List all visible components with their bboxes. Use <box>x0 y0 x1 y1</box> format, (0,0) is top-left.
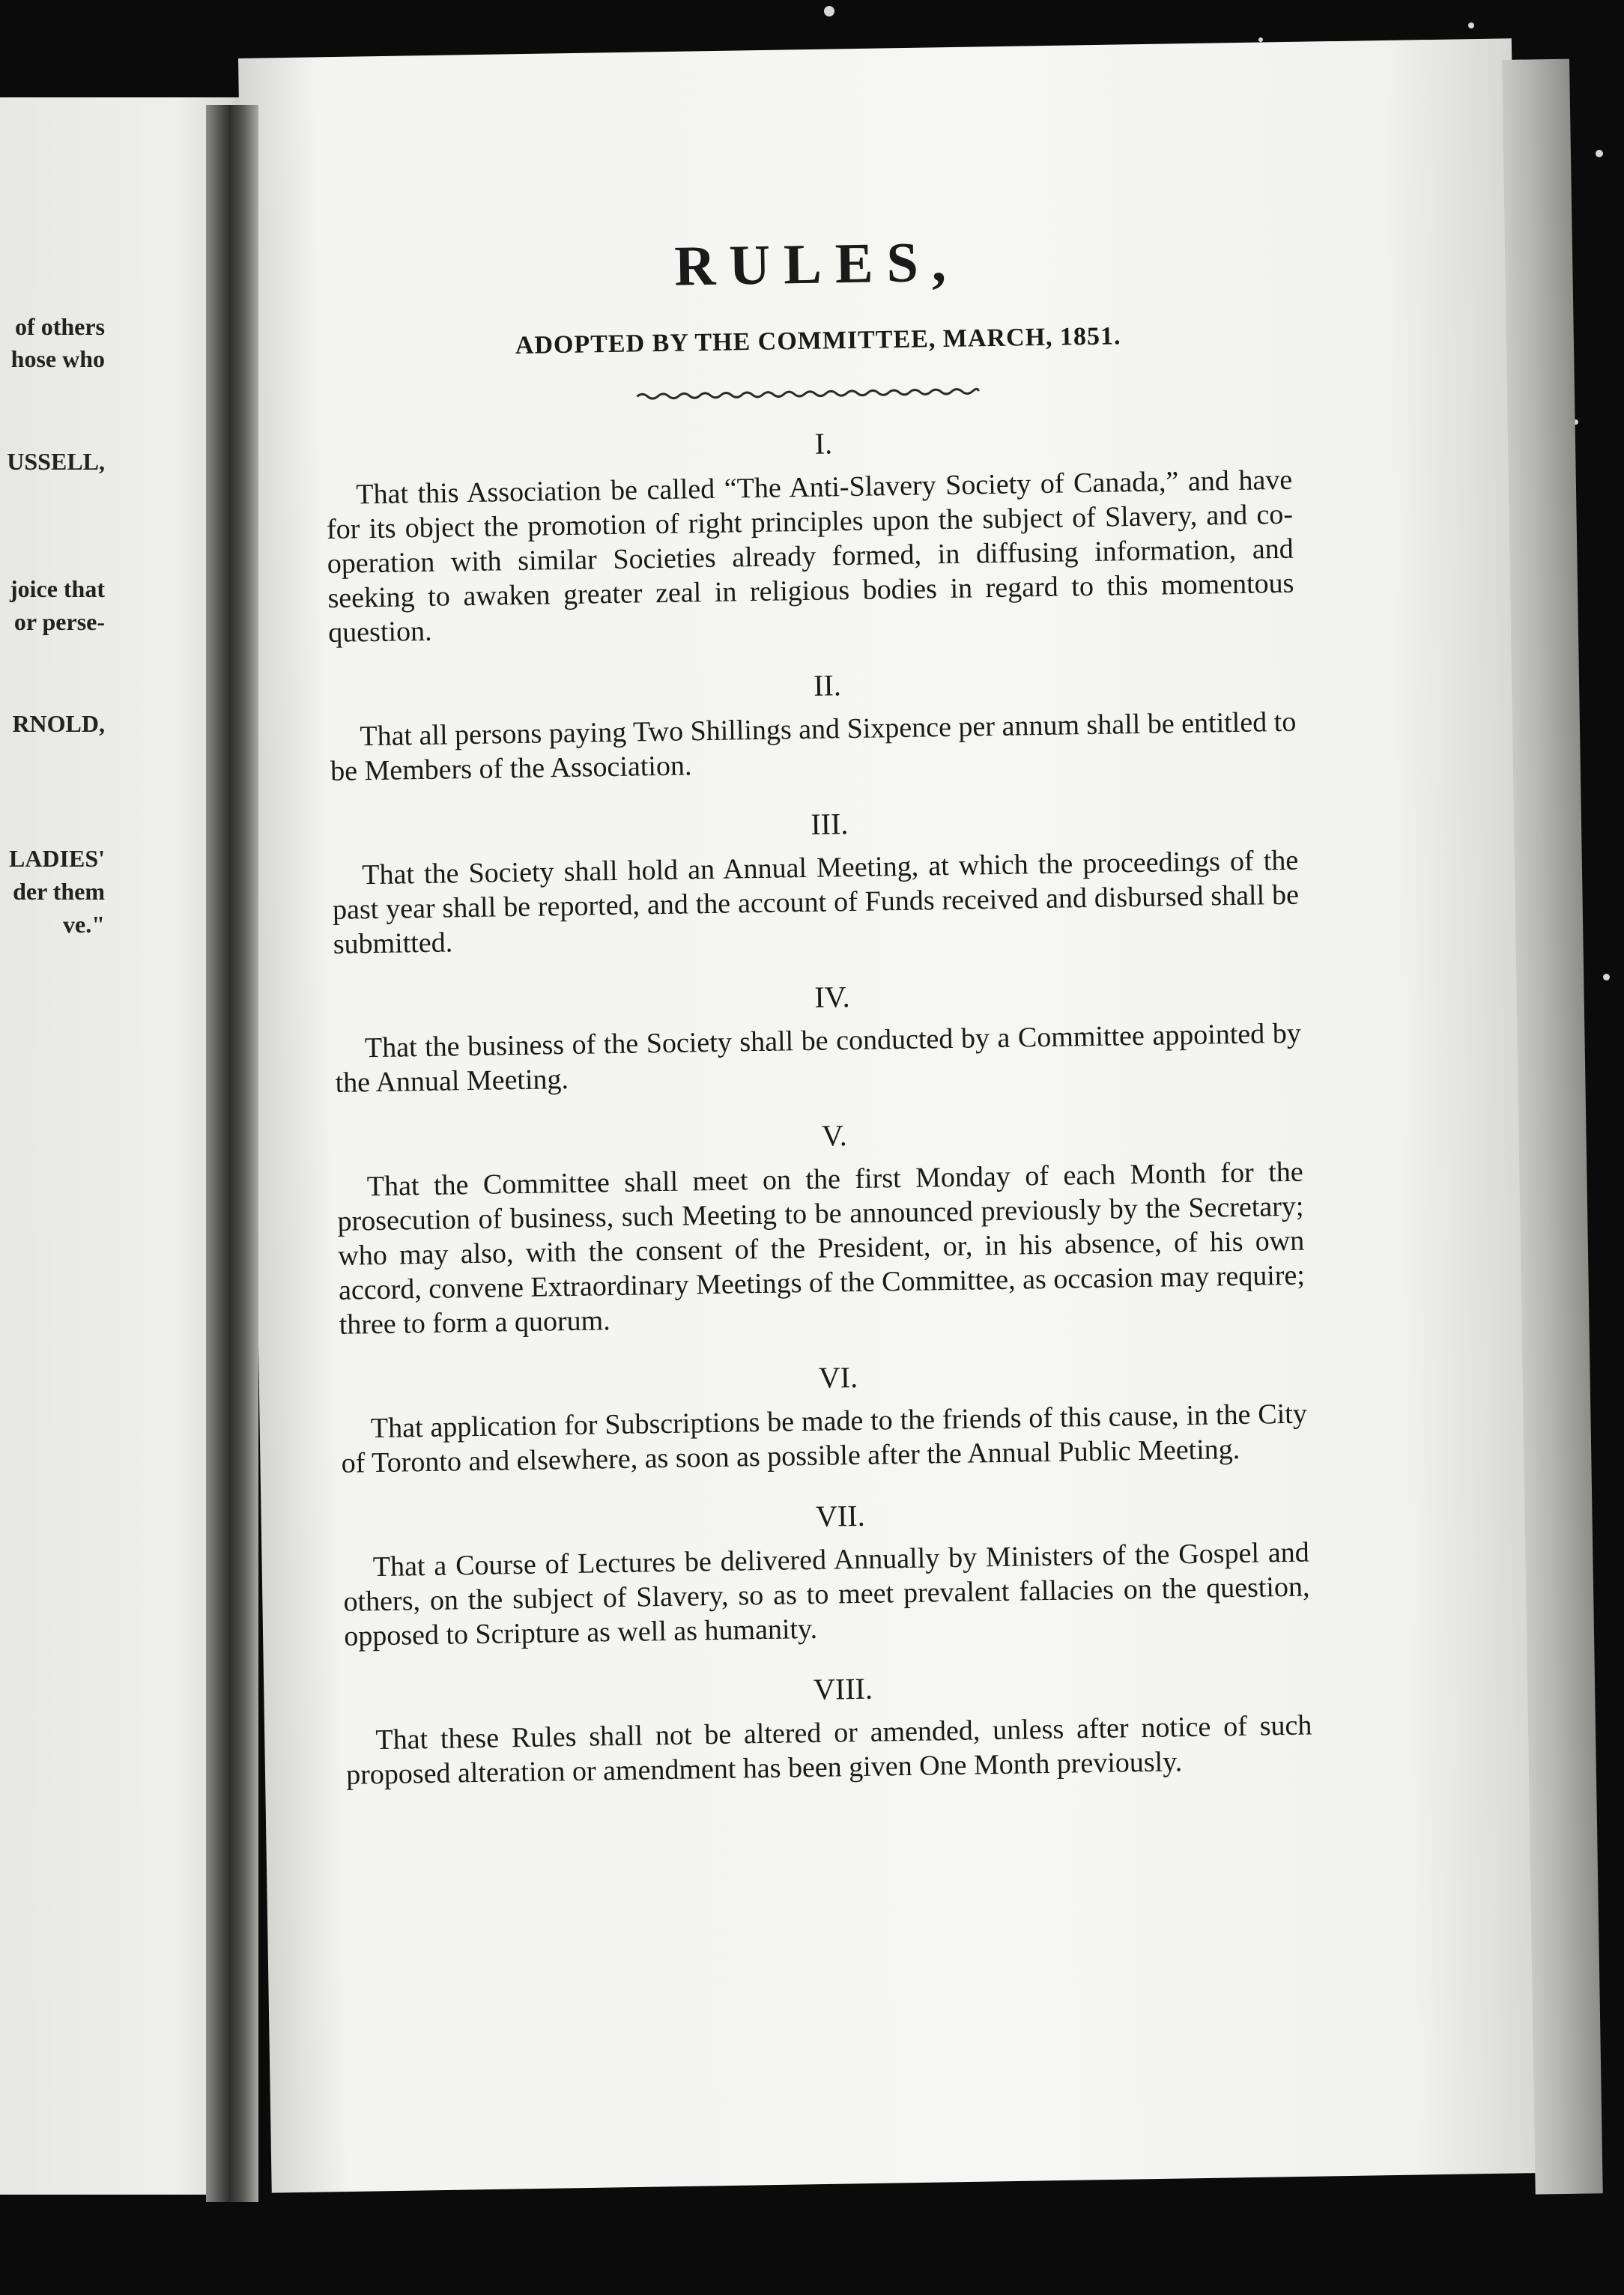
rule-number: IV. <box>814 980 850 1014</box>
rules-document <box>322 225 1312 1792</box>
rule-section <box>336 1111 1306 1342</box>
rule-text: That these Rules shall not be altered or amended, unless after notice of such proposed alteration or amendment has been given One Month previously. <box>345 1709 1312 1791</box>
left-page-line: USSELL, <box>7 448 105 475</box>
rule-text: That this Association be called “The Anti-Slavery Society of Canada,” and have for its object the promotion of right principles upon the subject of Slavery, and co-operation with similar Societies already formed, in diffusing information, and seeking to awaken greater zeal in religious bodies in regard to this momentous question. <box>326 464 1294 649</box>
rule-number: VIII. <box>813 1671 873 1706</box>
rule-number: III. <box>810 807 849 841</box>
rule-number: V. <box>821 1118 848 1153</box>
rule-number: I. <box>814 426 833 461</box>
page-subtitle: ADOPTED BY THE COMMITTEE, MARCH, 1851. <box>515 322 1121 360</box>
rule-text: That the Committee shall meet on the first Monday of each Month for the prosecution of business, such Meeting to be announced previously by the Secretary; who may also, with the consent of the President, or, in his absence, of his own accord, convene Extraordinary Meetings of the Committee, as occasion may require; three to form a quorum. <box>337 1156 1306 1341</box>
dust-speck <box>1468 22 1474 28</box>
rule-section <box>340 1353 1308 1481</box>
page-title: RULES, <box>673 230 960 298</box>
rule-section <box>345 1664 1312 1792</box>
left-page-line: joice that <box>9 575 105 602</box>
rule-section <box>329 661 1297 789</box>
rule-number: VI. <box>818 1359 858 1395</box>
rule-number: VII. <box>815 1498 865 1533</box>
rule-section <box>331 799 1300 962</box>
rule-section <box>334 972 1302 1100</box>
left-page-line: RNOLD, <box>12 710 105 737</box>
left-page-line: ve." <box>63 911 105 938</box>
rule-text: That the business of the Society shall be conducted by a Committee appointed by the Annual Meeting. <box>335 1017 1302 1099</box>
rule-text: That the Society shall hold an Annual Meeting, at which the proceedings of the past year shall be reported, and the account of Funds received and disbursed shall be submitted. <box>332 844 1300 960</box>
left-page-line: LADIES' <box>8 845 105 872</box>
book-gutter <box>206 105 258 2202</box>
dust-speck <box>824 6 834 16</box>
left-page-line: or perse- <box>13 608 105 635</box>
dust-speck <box>1258 37 1263 42</box>
rule-number: II. <box>813 668 842 703</box>
rule-text: That all persons paying Two Shillings and Sixpence per annum shall be entitled to be Members of the Association. <box>330 706 1297 787</box>
rule-section <box>342 1491 1311 1654</box>
rule-text: That application for Subscriptions be made to the friends of this cause, in the City of Toronto and elsewhere, as soon as possible after the Annual Public Meeting. <box>341 1398 1308 1479</box>
decorative-rule <box>635 384 980 403</box>
left-page-line: hose who <box>10 345 105 372</box>
left-page-line: der them <box>13 878 105 905</box>
dust-speck <box>1596 150 1603 157</box>
rule-text: That a Course of Lectures be delivered Annually by Ministers of the Gospel and others, on the subject of Slavery, so as to meet prevalent fallacies on the question, opposed to Scripture as well as humanity. <box>343 1536 1310 1652</box>
left-page-line: of others <box>15 313 105 340</box>
dust-speck <box>1603 974 1610 980</box>
rule-section <box>325 419 1294 650</box>
